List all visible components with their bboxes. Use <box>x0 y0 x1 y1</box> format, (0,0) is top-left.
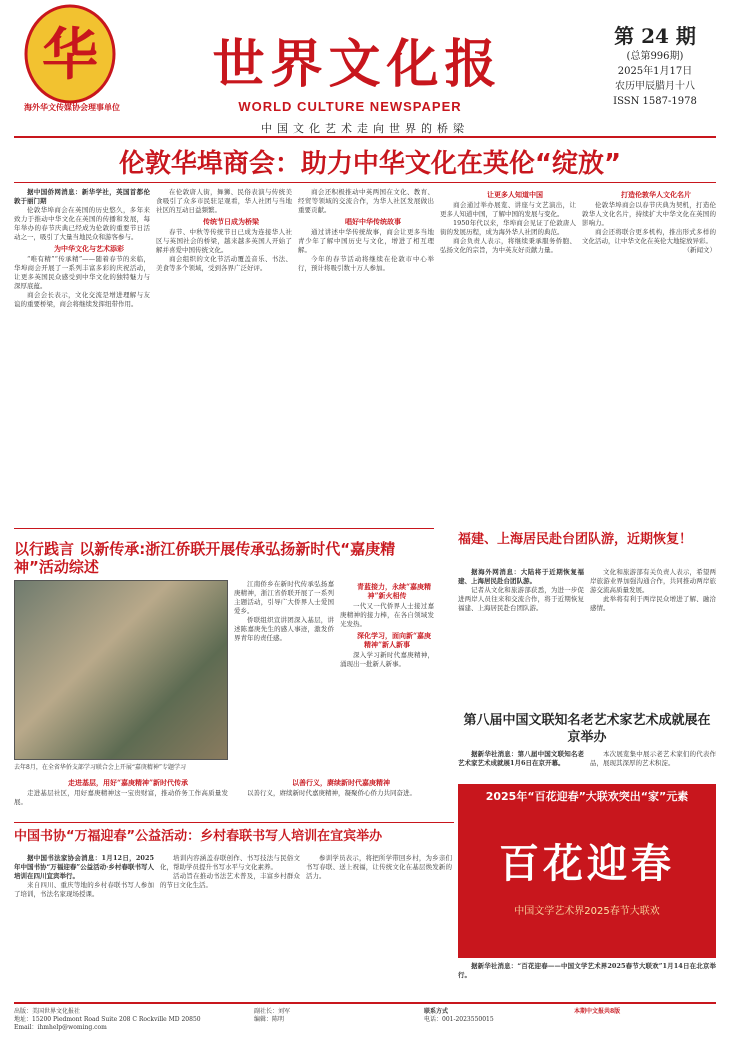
lead-sub-4: 让更多人知道中国 <box>487 190 543 199</box>
lead-column-3: 商会还积极推动中英两国在文化、教育、经贸等领域的交流合作，为华人社区发展做出重要贡献。 唱好中华传统故事 通过讲述中华传统故事，商会让更多当地青少年了解中国历史与文化，增进了相互理解。 今年的春节活动将继续在伦敦市中心举行，预计将吸引数十万人参加。 <box>298 188 434 272</box>
lead-column-1: 据中国侨网消息：新华学社，英国首都伦敦于丽门期 伦敦华埠商会在英国的历史悠久，多年来致力于推动中华文化在英国的传播和发展，每年举办的春节庆典已经成为伦敦的重要节日活动之一，吸引了大量当地民众和游客参与。 为中华文化与艺术添彩 “唯有精”“传承精”——随着春节的来临，华埠商会开展了一系列丰富多彩的庆祝活动，让更多英国民众感受到中华文化的独特魅力与深厚底蕴。 商会会长表示，文化交流是增进理解与友谊的重要桥梁，商会将继续发挥纽带作用。 <box>14 188 150 308</box>
masthead-slogan: 中国文化艺术走向世界的桥梁 <box>261 122 469 135</box>
article2-column-2: 青蓝接力，永续“嘉庚精神”新火相传 一代又一代侨界人士接过嘉庚精神的接力棒，在各自领域发光发热。 深化学习，面向新“嘉庚精神”新人新事 深入学习新时代嘉庚精神，涌现出一批新人新事。 <box>340 582 434 668</box>
divider <box>14 528 434 529</box>
masthead-english: WORLD CULTURE NEWSPAPER <box>238 99 462 114</box>
footer <box>14 1002 716 1042</box>
article2-caption: 去年8月，在全省华侨支部学习联合会上开展“嘉庚精神”专题学习 <box>14 764 186 771</box>
issue-lunar: 农历甲辰腊月十八 <box>615 81 695 92</box>
logo-org: 海外华文传媒协会理事单位 <box>24 103 120 112</box>
article6-column-1: 据中国书法家协会消息：1月12日，2025年中国书协“万福迎春”公益活动·乡村春联书写人培训在四川宜宾举行。 来自四川、重庆等地的乡村春联书写人参加了培训，书法名家现场授课。 <box>14 854 154 898</box>
article5-headline: 2025年“百花迎春”大联欢突出“家”元素 <box>485 790 689 803</box>
divider <box>14 182 716 183</box>
article2-column-3: 走进基层，用好“嘉庚精神”新时代传承 走进基层社区，用好嘉庚精神这一宝贵财富，推动侨务工作高质量发展。 <box>14 778 228 806</box>
footer-editor: 副社长：刘军 <box>254 1008 291 1015</box>
masthead-title: 世界文化报 <box>212 34 503 95</box>
logo-glyph: 华 <box>42 22 98 88</box>
article2-sub-2: 深化学习，面向新“嘉庚精神”新人新事 <box>356 631 432 649</box>
lead-column-4: 让更多人知道中国 商会通过举办展览、讲座与文艺演出，让更多人知道中国，了解中国的发展与变化。 1950年代以来，华埠商会见证了伦敦唐人街的发展历程，成为海外华人社团的典范。 商会负责人表示，将继续秉承服务侨胞、弘扬文化的宗旨，为中英友好贡献力量。 <box>440 190 576 254</box>
article5-body <box>458 962 716 998</box>
issue-box <box>595 20 715 109</box>
article3-headline: 福建、上海居民赴台团队游，近期恢复！ <box>458 532 693 547</box>
footer-publisher: 出版：美国世界文化报社 <box>14 1008 81 1015</box>
footer-email: Email：ihmhelp@woming.com <box>14 1024 107 1031</box>
issue-total: (总第996期) <box>626 51 684 62</box>
issue-issn: ISSN 1587-1978 <box>613 96 697 107</box>
article3-column-1: 据海外网消息：大陆将于近期恢复福建、上海居民赴台团队游。 记者从文化和旅游部获悉，为进一步促进两岸人员往来和交流合作，将于近期恢复福建、上海居民赴台团队游。 <box>458 568 584 612</box>
article2-sub-3: 走进基层，用好“嘉庚精神”新时代传承 <box>67 778 189 787</box>
footer-contact: 联系方式 <box>424 1008 449 1015</box>
article4-dateline: 据新华社消息：第八届中国文联知名老艺术家艺术成就展1月6日在京开幕。 <box>458 750 584 767</box>
lead-sub-1: 为中华文化与艺术添彩 <box>54 244 124 253</box>
article6-dateline: 据中国书法家协会消息：1月12日，2025年中国书协“万福迎春”公益活动·乡村春联书写人培训在四川宜宾举行。 <box>14 854 154 880</box>
article4-column-1 <box>458 750 584 780</box>
lead-sub-3: 唱好中华传统故事 <box>345 217 401 226</box>
footer-address: 地址：15200 Piedmont Road Suite 208 C Rockville MD 20850 <box>14 1016 201 1023</box>
article3-dateline: 据海外网消息：大陆将于近期恢复福建、上海居民赴台团队游。 <box>458 568 584 585</box>
footer-dept: 编辑：陈明 <box>254 1016 285 1023</box>
issue-date: 2025年1月17日 <box>617 66 693 77</box>
article2-sub-4: 以善行义，赓续新时代嘉庚精神 <box>292 778 390 787</box>
lead-dateline: 据中国侨网消息：新华学社，英国首都伦敦于丽门期 <box>14 188 150 205</box>
article2-column-1: 江南侨乡在新时代传承弘扬嘉庚精神，浙江省侨联开展了一系列主题活动，引导广大侨界人士爱国爱乡。 侨联组织宣讲团深入基层，讲述陈嘉庚先生的感人事迹，激发侨界青年的责任感。 <box>234 580 334 642</box>
article4-headline: 第八届中国文联知名老艺术家艺术成就展在京举办 <box>463 713 711 745</box>
lead-column-2: 在伦敦唐人街，舞狮、民俗表演与传统美食吸引了众多市民驻足观看，华人社团与当地社区的互动日益频繁。 传统节日成为桥梁 春节、中秋等传统节日已成为连接华人社区与英国社会的桥梁，越来越多英国人开始了解并喜爱中国传统文化。 商会组织的文化节活动覆盖音乐、书法、美食等多个领域，受到各界广泛好评。 <box>156 188 292 272</box>
issue-number: 第 24 期 <box>614 24 696 48</box>
logo <box>14 2 126 106</box>
divider <box>14 822 454 823</box>
footer-note: 本期中文报共8版 <box>574 1008 621 1015</box>
lead-byline: （新闻文） <box>683 246 716 254</box>
article6-headline: 中国书协“万福迎春”公益活动：乡村春联书写人培训在宜宾举办 <box>14 829 383 844</box>
article5-banner <box>458 784 716 958</box>
article2-sub-1: 青蓝接力，永续“嘉庚精神”新火相传 <box>356 582 432 600</box>
article5-dateline: 据新华社消息：“百花迎春——中国文学艺术界2025春节大联欢”1月14日在北京举行。 <box>458 962 716 979</box>
footer-phone: 电话：001-2023550015 <box>424 1016 494 1023</box>
banner-title: 百花迎春 <box>499 840 675 887</box>
article6-column-2: 培训内容涵盖春联创作、书写技法与民俗文化，帮助学员提升书写水平与文化素养。 活动旨在推动书法艺术普及，丰富乡村群众的节日文化生活。 <box>160 854 300 889</box>
article6-column-3: 参训学员表示，将把所学带回乡村，为乡亲们书写春联、送上祝福，让传统文化在基层焕发新的活力。 <box>306 854 452 880</box>
lead-headline: 伦敦华埠商会：助力中华文化在英伦“绽放” <box>118 149 622 179</box>
article2-column-4: 以善行义，赓续新时代嘉庚精神 以善行义，赓续新时代嘉庚精神，凝聚侨心侨力共同奋进。 <box>234 776 434 816</box>
article3-column-2: 文化和旅游部有关负责人表示，希望两岸旅游业界加强沟通合作，共同推动两岸旅游交流高质量发展。 此举将有利于两岸民众增进了解、融洽感情。 <box>590 568 716 612</box>
lead-sub-2: 传统节日成为桥梁 <box>203 217 259 226</box>
article2-photo <box>14 580 228 760</box>
lead-column-5: 打造伦敦华人文化名片 伦敦华埠商会以春节庆典为契机，打造伦敦华人文化名片，持续扩大中华文化在英国的影响力。 商会还将联合更多机构，推出形式多样的文化活动，让中华文化在英伦大地绽放异彩。 （新闻文） <box>582 190 716 254</box>
article4-column-2: 本次展览集中展示老艺术家们的代表作品，展现其深厚的艺术积淀。 <box>590 750 716 767</box>
divider <box>14 136 716 138</box>
article2-headline: 以行践言 以新传承:浙江侨联开展传承弘扬新时代“嘉庚精神”活动综述 <box>14 540 396 576</box>
lead-sub-5: 打造伦敦华人文化名片 <box>621 190 691 199</box>
banner-subtitle: 中国文学艺术界2025春节大联欢 <box>514 906 660 917</box>
